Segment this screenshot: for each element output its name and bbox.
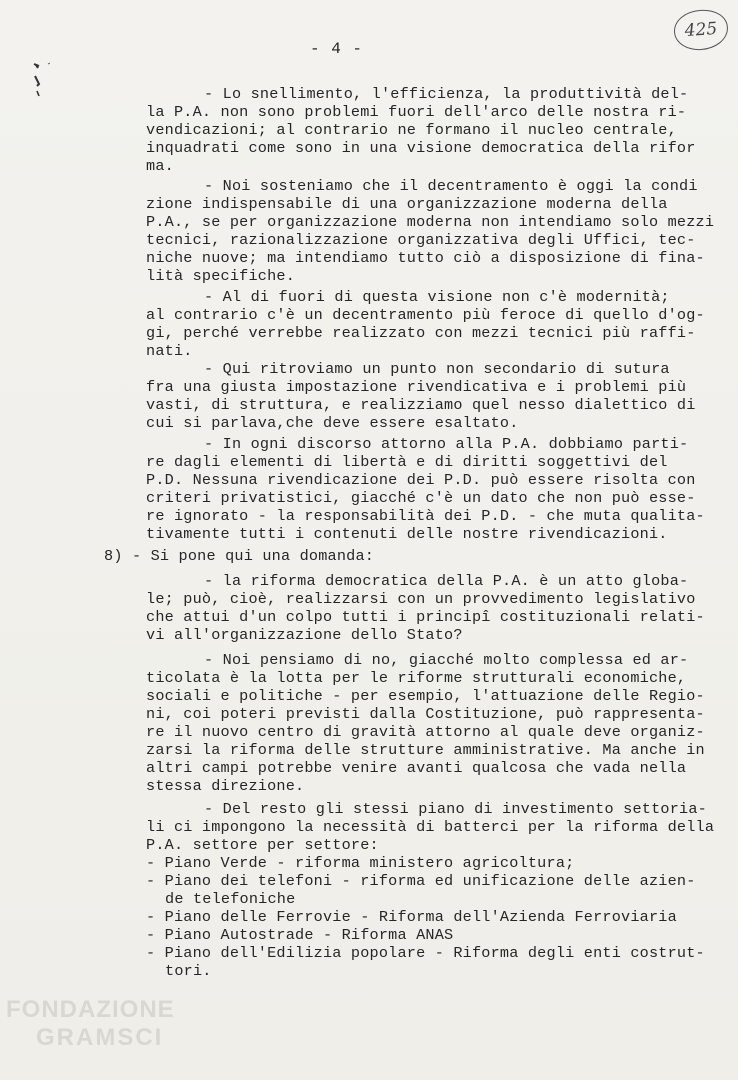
text-line: niche nuove; ma intendiamo tutto ciò a disposizione di fina- xyxy=(146,249,705,267)
text-line: ticolata è la lotta per le riforme strutturali economiche, xyxy=(146,669,687,687)
section-heading: 8) - Si pone qui una domanda: xyxy=(104,547,375,565)
archive-number-stamp: 425 xyxy=(673,8,730,52)
text-line: - la riforma democratica della P.A. è un atto globa- xyxy=(204,572,689,590)
text-line: gi, perché verrebbe realizzato con mezzi tecnici più raffi- xyxy=(146,324,696,342)
watermark-line-1: FONDAZIONE xyxy=(6,996,175,1023)
text-line: zione indispensabile di una organizzazione moderna della xyxy=(146,195,668,213)
text-line: zarsi la riforma delle strutture amministrative. Ma anche in xyxy=(146,741,705,759)
text-line: inquadrati come sono in una visione democratica della rifor xyxy=(146,139,696,157)
text-line: ma. xyxy=(146,157,174,175)
text-line: la P.A. non sono problemi fuori dell'arco delle nostra ri- xyxy=(146,103,687,121)
list-item: - Piano delle Ferrovie - Riforma dell'Azienda Ferroviaria xyxy=(146,908,677,926)
text-line: sociali e politiche - per esempio, l'attuazione delle Regio- xyxy=(146,687,705,705)
text-line: altri campi potrebbe venire avanti qualcosa che vada nella xyxy=(146,759,687,777)
text-line: tivamente tutti i contenuti delle nostre rivendicazioni. xyxy=(146,525,668,543)
text-line: fra una giusta impostazione rivendicativa e i problemi più xyxy=(146,378,687,396)
watermark-line-2: GRAMSCI xyxy=(36,1024,164,1051)
text-line: che attui d'un colpo tutti i principî costituzionali relati- xyxy=(146,608,705,626)
text-line: al contrario c'è un decentramento più feroce di quello d'og- xyxy=(146,306,705,324)
text-line: vi all'organizzazione dello Stato? xyxy=(146,626,463,644)
text-line: tecnici, razionalizzazione organizzativa degli Uffici, tec- xyxy=(146,231,696,249)
text-line: vasti, di struttura, e realizziamo quel nesso dialettico di xyxy=(146,396,696,414)
list-item: - Piano dei telefoni - riforma ed unificazione delle azien- xyxy=(146,872,696,890)
text-line: re ignorato - la responsabilità dei P.D. - che muta qualita- xyxy=(146,507,705,525)
text-line: - Noi sosteniamo che il decentramento è oggi la condi xyxy=(204,177,698,195)
list-item: - Piano Verde - riforma ministero agricoltura; xyxy=(146,854,575,872)
text-line: cui si parlava,che deve essere esaltato. xyxy=(146,414,519,432)
text-line: lità specifiche. xyxy=(146,267,296,285)
text-line: criteri privatistici, giacché c'è un dato che non può esse- xyxy=(146,489,696,507)
list-item: - Piano dell'Edilizia popolare - Riforma degli enti costrut- xyxy=(146,944,705,962)
archive-watermark xyxy=(6,996,175,1052)
handwritten-margin-mark xyxy=(30,60,50,100)
list-item: - Piano Autostrade - Riforma ANAS xyxy=(146,926,454,944)
text-line: re dagli elementi di libertà e di diritti soggettivi del xyxy=(146,453,668,471)
text-line: - Al di fuori di questa visione non c'è modernità; xyxy=(204,288,670,306)
list-item-continuation: de telefoniche xyxy=(165,890,296,908)
text-line: - In ogni discorso attorno alla P.A. dobbiamo parti- xyxy=(204,435,689,453)
text-line: stessa direzione. xyxy=(146,777,305,795)
text-line: ni, coi poteri previsti dalla Costituzione, può rappresenta- xyxy=(146,705,705,723)
text-line: li ci impongono la necessità di batterci per la riforma della xyxy=(146,818,715,836)
text-line: vendicazioni; al contrario ne formano il nucleo centrale, xyxy=(146,121,677,139)
text-line: le; può, cioè, realizzarsi con un provvedimento legislativo xyxy=(146,590,696,608)
text-line: nati. xyxy=(146,342,193,360)
text-line: P.A., se per organizzazione moderna non intendiamo solo mezzi xyxy=(146,213,715,231)
text-line: - Noi pensiamo di no, giacché molto complessa ed ar- xyxy=(204,651,689,669)
list-item-continuation: tori. xyxy=(165,962,212,980)
page-number: - 4 - xyxy=(310,40,364,58)
text-line: P.D. Nessuna rivendicazione dei P.D. può essere risolta con xyxy=(146,471,696,489)
text-line: re il nuovo centro di gravità attorno al quale deve organiz- xyxy=(146,723,705,741)
text-line: - Qui ritroviamo un punto non secondario di sutura xyxy=(204,360,670,378)
text-line: - Del resto gli stessi piano di investimento settoria- xyxy=(204,800,707,818)
text-line: P.A. settore per settore: xyxy=(146,836,379,854)
text-line: - Lo snellimento, l'efficienza, la produttività del- xyxy=(204,85,689,103)
